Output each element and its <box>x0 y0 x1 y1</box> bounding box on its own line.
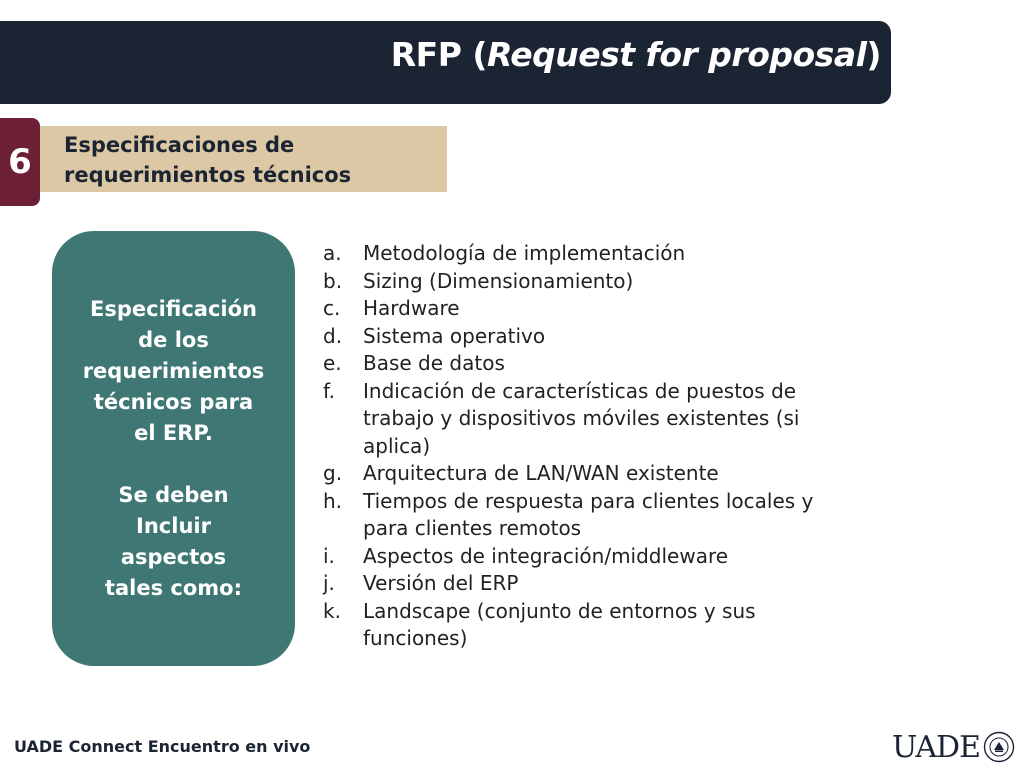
title-suffix: ) <box>866 35 881 74</box>
list-item-text: Base de datos <box>363 351 505 375</box>
list-item <box>323 543 823 571</box>
list-marker: a. <box>323 241 342 265</box>
section-label-box <box>40 126 447 192</box>
list-item <box>323 240 823 268</box>
list-item-text: Metodología de implementación <box>363 241 686 265</box>
list-item <box>323 460 823 488</box>
list-item-text: Tiempos de respuesta para clientes locales y para clientes remotos <box>363 488 814 540</box>
title-bar <box>0 21 891 104</box>
list-item <box>323 598 823 653</box>
specification-text <box>52 294 295 604</box>
list-item-text: Arquitectura de LAN/WAN existente <box>363 461 719 485</box>
page-title <box>391 35 881 74</box>
specification-box <box>52 231 295 666</box>
list-item <box>323 570 823 598</box>
list-marker: f. <box>323 378 335 403</box>
list-item-text: Sistema operativo <box>363 323 546 348</box>
list-item <box>323 323 823 351</box>
list-marker: d. <box>323 323 343 348</box>
list-item <box>323 378 823 461</box>
list-item-text: Hardware <box>363 296 460 320</box>
list-marker: h. <box>323 488 343 513</box>
footer-label: UADE Connect Encuentro en vivo <box>14 737 311 756</box>
list-item <box>323 268 823 296</box>
list-marker: g. <box>323 461 343 485</box>
specification-paragraph-1: Especificación de los requerimientos técnicos para el ERP. <box>82 297 265 445</box>
list-item-text: Sizing (Dimensionamiento) <box>363 268 634 293</box>
title-prefix: RFP ( <box>390 35 487 74</box>
list-marker: k. <box>323 598 341 623</box>
list-item <box>323 295 823 323</box>
list-marker: i. <box>323 543 335 568</box>
list-item-text: Indicación de características de puestos de trabajo y dispositivos móviles existentes (si aplica) <box>363 378 800 458</box>
list-marker: j. <box>323 571 335 595</box>
list-marker: e. <box>323 351 342 375</box>
fundacion-seal-icon <box>983 731 1015 763</box>
list-item-text: Aspectos de integración/middleware <box>363 543 729 568</box>
list-item <box>323 350 823 378</box>
logo-wordmark: UADE <box>892 729 980 765</box>
section-number: 6 <box>0 118 40 206</box>
uade-logo <box>892 728 1015 766</box>
requirements-list <box>323 240 823 653</box>
list-item <box>323 488 823 543</box>
section-label: Especificaciones de requerimientos técnicos <box>64 133 352 187</box>
list-marker: b. <box>323 268 343 293</box>
list-item-text: Versión del ERP <box>363 571 519 595</box>
list-item-text: Landscape (conjunto de entornos y sus funciones) <box>363 598 756 650</box>
specification-paragraph-2: Se deben Incluir aspectos tales como: <box>104 483 243 600</box>
title-italic: Request for proposal <box>486 35 867 74</box>
list-marker: c. <box>323 296 341 320</box>
